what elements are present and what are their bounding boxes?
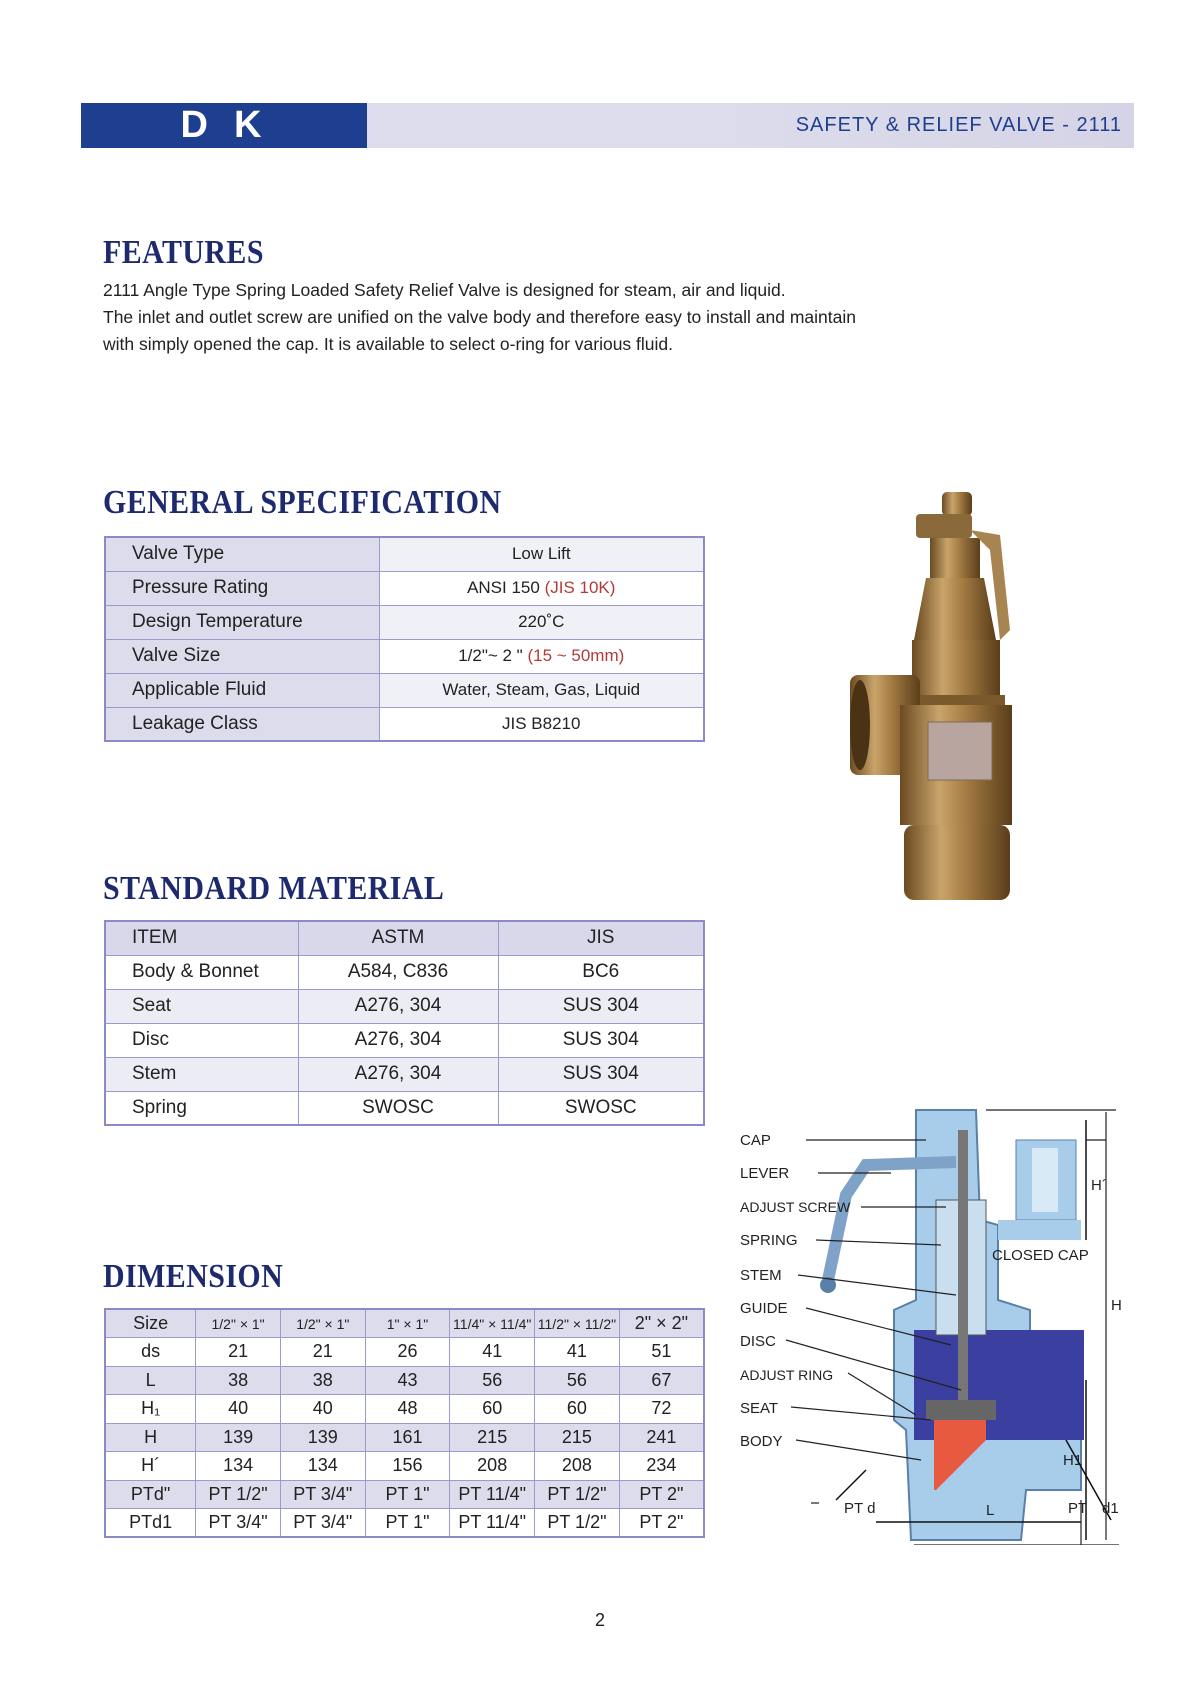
dimension-heading: DIMENSION — [103, 1258, 284, 1295]
dimension-cell: 72 — [619, 1395, 704, 1424]
dimension-cell: 41 — [450, 1338, 535, 1367]
dimension-cell: PT 3/4" — [280, 1509, 365, 1538]
material-cell: A276, 304 — [298, 989, 498, 1023]
dimension-cell: 56 — [450, 1366, 535, 1395]
dimension-row — [105, 1480, 704, 1509]
dimension-cell: 43 — [365, 1366, 450, 1395]
standard-material-table — [104, 920, 705, 1126]
dimension-cell: 2" × 2" — [619, 1309, 704, 1338]
material-cell: BC6 — [498, 955, 704, 989]
material-cell: Body & Bonnet — [105, 955, 298, 989]
spec-label: Valve Size — [105, 639, 379, 673]
dimension-cell: 26 — [365, 1338, 450, 1367]
dim-h: H — [1111, 1297, 1122, 1314]
brand-logo: DK — [81, 103, 367, 148]
material-row — [105, 989, 704, 1023]
label-guide: GUIDE — [740, 1300, 788, 1317]
dimension-cell: 208 — [450, 1452, 535, 1481]
material-row — [105, 1057, 704, 1091]
dimension-cell: 139 — [196, 1423, 281, 1452]
spec-value-text: ANSI 150 — [467, 578, 545, 597]
dimension-row — [105, 1366, 704, 1395]
dimension-cell: PT 3/4" — [280, 1480, 365, 1509]
standard-material-heading: STANDARD MATERIAL — [103, 870, 445, 907]
spec-value — [379, 605, 704, 639]
spec-value — [379, 707, 704, 741]
material-cell: A276, 304 — [298, 1057, 498, 1091]
label-body: BODY — [740, 1433, 783, 1450]
dimension-row — [105, 1309, 704, 1338]
material-cell: A276, 304 — [298, 1023, 498, 1057]
material-cell: Seat — [105, 989, 298, 1023]
label-pt-d: PT d — [844, 1500, 876, 1517]
valve-photo — [850, 490, 1050, 910]
label-stem: STEM — [740, 1267, 782, 1284]
dimension-cell: 161 — [365, 1423, 450, 1452]
spec-label: Design Temperature — [105, 605, 379, 639]
dimension-cell: PTd" — [105, 1480, 196, 1509]
spec-value — [379, 571, 704, 605]
dimension-cell: PT 11/4" — [450, 1480, 535, 1509]
dimension-row — [105, 1509, 704, 1538]
dimension-cell: PTd1 — [105, 1509, 196, 1538]
dimension-cell: 215 — [535, 1423, 620, 1452]
spec-value-text: Water, Steam, Gas, Liquid — [442, 680, 641, 699]
features-line: with simply opened the cap. It is available to select o-ring for various fluid. — [103, 334, 674, 354]
dimension-cell: 234 — [619, 1452, 704, 1481]
dimension-cell: PT 1" — [365, 1480, 450, 1509]
dimension-row — [105, 1423, 704, 1452]
dimension-cell: 215 — [450, 1423, 535, 1452]
label-cap: CAP — [740, 1132, 771, 1149]
dimension-cell: 139 — [280, 1423, 365, 1452]
spec-row — [105, 673, 704, 707]
spec-row — [105, 537, 704, 571]
dimension-cell: ds — [105, 1338, 196, 1367]
spec-row — [105, 571, 704, 605]
features-text — [103, 277, 856, 358]
page-number: 2 — [594, 1610, 605, 1630]
dimension-cell: 56 — [535, 1366, 620, 1395]
material-cell: SUS 304 — [498, 1023, 704, 1057]
dimension-cell: 21 — [196, 1338, 281, 1367]
spec-value-text: Low Lift — [511, 544, 571, 564]
dimension-cell: H´ — [105, 1452, 196, 1481]
dimension-cell: 21 — [280, 1338, 365, 1367]
material-cell: SUS 304 — [498, 989, 704, 1023]
material-header-row — [105, 921, 704, 955]
material-cell: SWOSC — [298, 1091, 498, 1125]
dimension-cell: Size — [105, 1309, 196, 1338]
dimension-row — [105, 1338, 704, 1367]
material-cell: SUS 304 — [498, 1057, 704, 1091]
material-cell: Spring — [105, 1091, 298, 1125]
dimension-cell: 60 — [450, 1395, 535, 1424]
dimension-cell: PT 2" — [619, 1480, 704, 1509]
material-column-header: ITEM — [105, 921, 298, 955]
label-spring: SPRING — [740, 1232, 798, 1249]
spec-label: Pressure Rating — [105, 571, 379, 605]
dimension-cell: 38 — [196, 1366, 281, 1395]
dimension-cell: PT 1/2" — [196, 1480, 281, 1509]
label-adjust-ring: ADJUST RING — [740, 1367, 834, 1383]
spec-row — [105, 707, 704, 741]
dimension-cell: 67 — [619, 1366, 704, 1395]
dimension-cell: L — [105, 1366, 196, 1395]
dimension-cell: 60 — [535, 1395, 620, 1424]
label-closed-cap: CLOSED CAP — [992, 1247, 1089, 1264]
spec-label: Applicable Fluid — [105, 673, 379, 707]
dimension-cell: 241 — [619, 1423, 704, 1452]
dimension-cell: PT 3/4" — [196, 1509, 281, 1538]
spec-value-text: JIS B8210 — [502, 713, 581, 733]
spec-value — [379, 537, 704, 571]
label-lever: LEVER — [740, 1165, 790, 1182]
dimension-cell: 38 — [280, 1366, 365, 1395]
spec-label: Leakage Class — [105, 707, 379, 741]
features-line: The inlet and outlet screw are unified on the valve body and therefore easy to install and maintain — [103, 307, 856, 327]
header-title: SAFETY & RELIEF VALVE - 2111 — [795, 114, 1122, 136]
material-row — [105, 1023, 704, 1057]
material-row — [105, 955, 704, 989]
material-column-header: ASTM — [298, 921, 498, 955]
dimension-cell: PT 1/2" — [535, 1480, 620, 1509]
dimension-cell: 11/2" × 11/2" — [535, 1309, 620, 1338]
dimension-table — [104, 1308, 705, 1538]
spec-row — [105, 605, 704, 639]
dimension-row — [105, 1395, 704, 1424]
dimension-cell: H₁ — [105, 1395, 196, 1424]
label-seat: SEAT — [740, 1400, 779, 1417]
general-spec-heading: GENERAL SPECIFICATION — [103, 484, 502, 521]
spec-value-metric: (15 ~ 50mm) — [527, 646, 625, 665]
features-heading: FEATURES — [103, 234, 264, 271]
label-d1: d1 — [1102, 1500, 1119, 1517]
dimension-cell: 51 — [619, 1338, 704, 1367]
dimension-cell: 11/4" × 11/4" — [450, 1309, 535, 1338]
spec-value-metric: (JIS 10K) — [544, 578, 616, 597]
dimension-cell: PT 1/2" — [535, 1509, 620, 1538]
material-cell: A584, C836 — [298, 955, 498, 989]
dimension-cell: 40 — [196, 1395, 281, 1424]
material-column-header: JIS — [498, 921, 704, 955]
dim-h-prime: H´ — [1091, 1177, 1107, 1194]
label-adjust-screw: ADJUST SCREW — [740, 1199, 851, 1215]
dimension-cell: 156 — [365, 1452, 450, 1481]
features-line: 2111 Angle Type Spring Loaded Safety Relief Valve is designed for steam, air and liquid. — [103, 280, 786, 300]
dimension-cell: 208 — [535, 1452, 620, 1481]
spec-value — [379, 673, 704, 707]
dimension-cell: 134 — [196, 1452, 281, 1481]
spec-label: Valve Type — [105, 537, 379, 571]
dimension-cell: 1" × 1" — [365, 1309, 450, 1338]
dim-l: L — [986, 1502, 995, 1519]
label-disc: DISC — [740, 1333, 776, 1350]
dimension-cell: H — [105, 1423, 196, 1452]
dimension-cell: PT 1" — [365, 1509, 450, 1538]
dimension-cell: 134 — [280, 1452, 365, 1481]
dimension-cell: 1/2" × 1" — [196, 1309, 281, 1338]
dimension-cell: 40 — [280, 1395, 365, 1424]
dimension-cell: 41 — [535, 1338, 620, 1367]
dimension-cell: 48 — [365, 1395, 450, 1424]
spec-value — [379, 639, 704, 673]
material-cell: Stem — [105, 1057, 298, 1091]
dimension-row — [105, 1452, 704, 1481]
material-row — [105, 1091, 704, 1125]
general-spec-table — [104, 536, 705, 742]
dim-h1: H1 — [1063, 1452, 1083, 1469]
dimension-cell: PT 2" — [619, 1509, 704, 1538]
spec-row — [105, 639, 704, 673]
valve-cross-section-diagram — [736, 1100, 1136, 1545]
dimension-cell: 1/2" × 1" — [280, 1309, 365, 1338]
material-cell: Disc — [105, 1023, 298, 1057]
label-pt: PT — [1068, 1500, 1088, 1517]
spec-value-text: 1/2"~ 2 " — [458, 646, 528, 665]
dimension-cell: PT 11/4" — [450, 1509, 535, 1538]
spec-value-text: 220˚C — [518, 612, 565, 631]
material-cell: SWOSC — [498, 1091, 704, 1125]
